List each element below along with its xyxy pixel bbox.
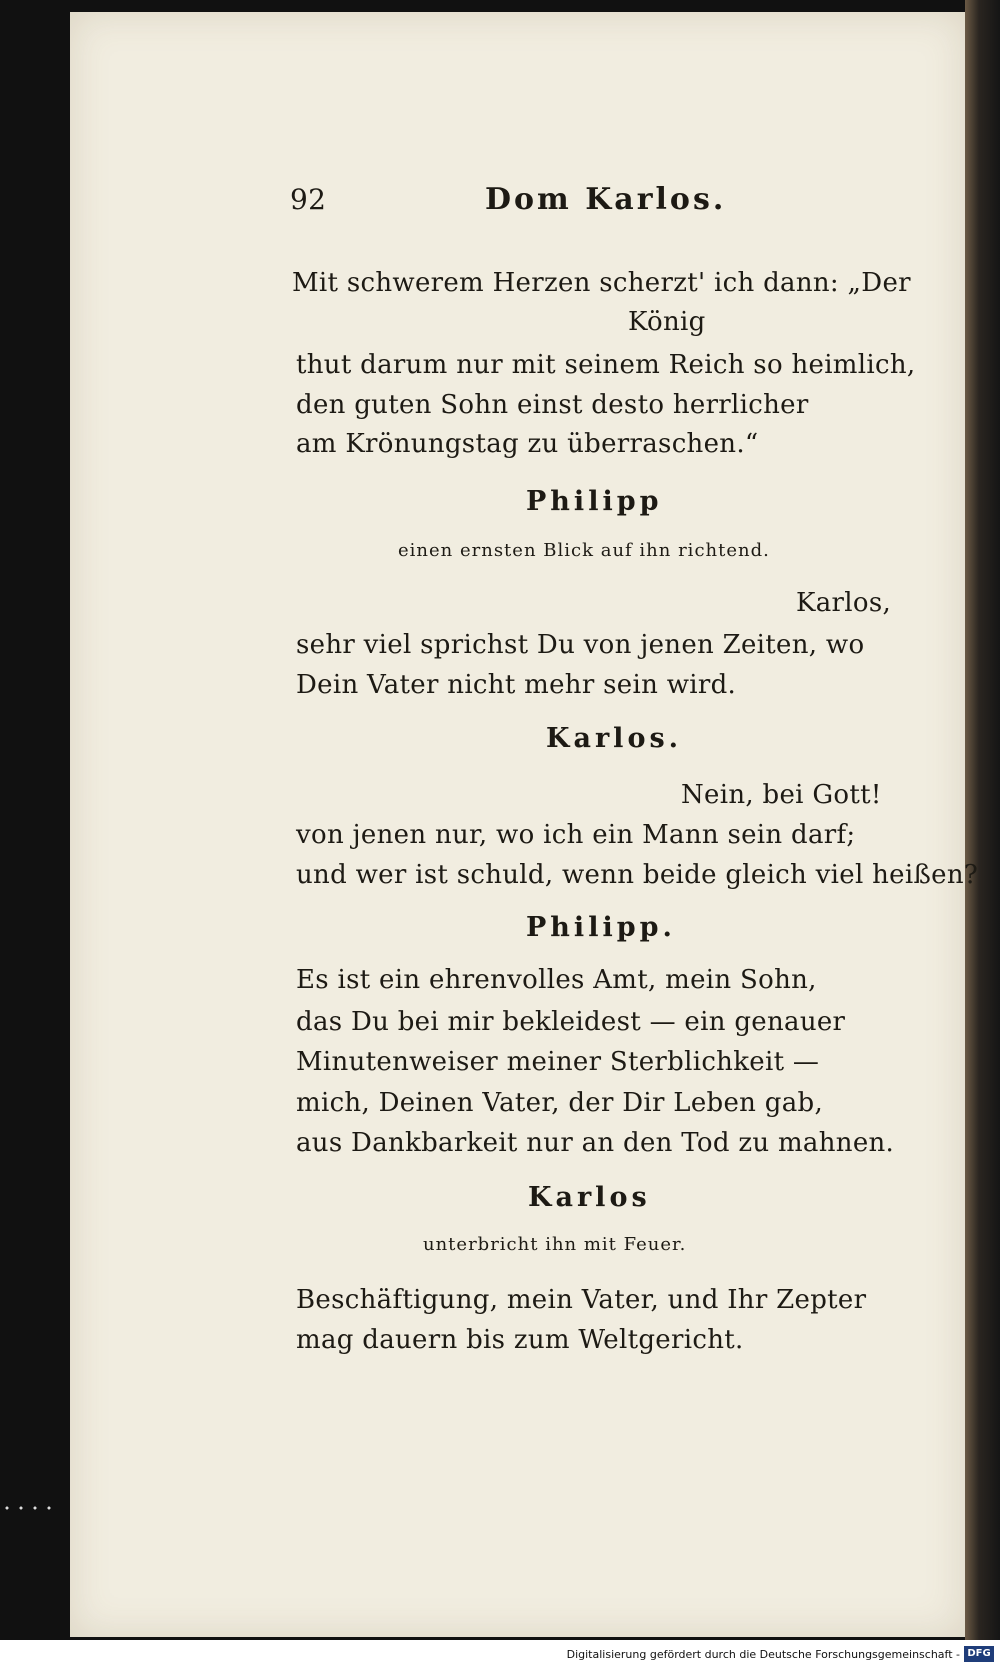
- stage-direction: unterbricht ihn mit Feuer.: [423, 1234, 687, 1255]
- verse-line: mag dauern bis zum Weltgericht.: [296, 1325, 744, 1355]
- footer-credit: Digitalisierung gefördert durch die Deutsche Forschungsgemeinschaft -: [566, 1648, 960, 1661]
- speaker-name: Philipp: [526, 486, 663, 517]
- verse-line: Es ist ein ehrenvolles Amt, mein Sohn,: [296, 965, 817, 995]
- verse-line: Minutenweiser meiner Sterblichkeit —: [296, 1047, 820, 1077]
- speaker-name: Karlos.: [546, 723, 683, 754]
- verse-line: Mit schwerem Herzen scherzt' ich dann: „Der: [292, 268, 911, 298]
- verse-line: Karlos,: [796, 588, 892, 618]
- verse-line: am Krönungstag zu überraschen.“: [296, 429, 759, 459]
- verse-line: thut darum nur mit seinem Reich so heimlich,: [296, 350, 916, 380]
- speaker-name: Philipp.: [526, 912, 676, 943]
- verse-line: den guten Sohn einst desto herrlicher: [296, 390, 809, 420]
- verse-line: mich, Deinen Vater, der Dir Leben gab,: [296, 1088, 824, 1118]
- verse-line: aus Dankbarkeit nur an den Tod zu mahnen.: [296, 1128, 895, 1158]
- page-number: 92: [290, 183, 327, 216]
- verse-line: Beschäftigung, mein Vater, und Ihr Zepter: [296, 1285, 867, 1315]
- verse-line: sehr viel sprichst Du von jenen Zeiten, wo: [296, 630, 865, 660]
- verse-line: das Du bei mir bekleidest — ein genauer: [296, 1007, 846, 1037]
- speaker-name: Karlos: [528, 1182, 651, 1213]
- verse-line: und wer ist schuld, wenn beide gleich viel heißen?: [296, 860, 979, 890]
- running-head: Dom Karlos.: [485, 182, 727, 217]
- gutter-dots: [0, 1505, 60, 1511]
- dfg-logo: DFG: [964, 1646, 994, 1662]
- stage-direction: einen ernsten Blick auf ihn richtend.: [398, 540, 770, 561]
- verse-line: Dein Vater nicht mehr sein wird.: [296, 670, 737, 700]
- verse-line: König: [628, 307, 706, 337]
- page-edge: [965, 0, 1000, 1640]
- footer-bar: [0, 1640, 1000, 1670]
- verse-line: Nein, bei Gott!: [681, 780, 882, 810]
- verse-line: von jenen nur, wo ich ein Mann sein darf;: [296, 820, 856, 850]
